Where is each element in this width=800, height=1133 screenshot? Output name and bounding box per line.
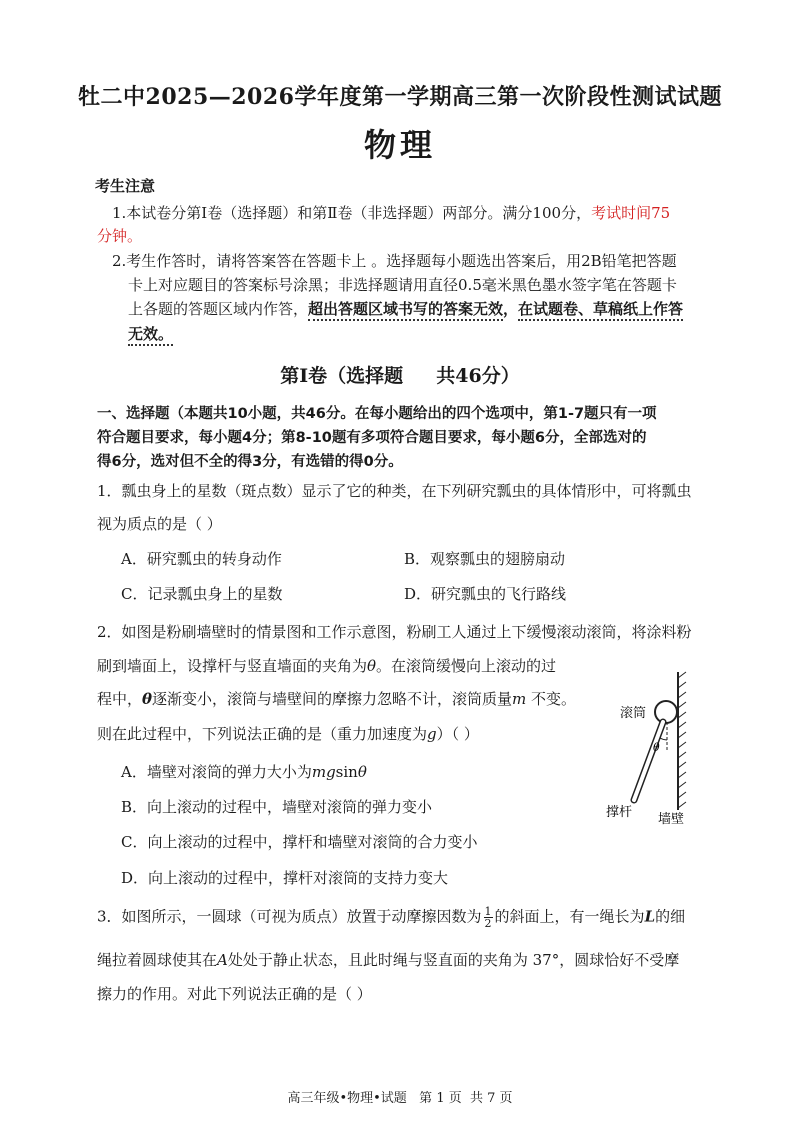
q2-stem-line-4b: ）（ ） (436, 725, 479, 743)
section-intro-line-3: 得6分，选对但不全的得3分，有选错的得0分。 (97, 454, 403, 470)
length-symbol: L (644, 907, 656, 926)
rod-label: 撑杆 (606, 805, 633, 820)
notice-item-1-text: 1.本试卷分第Ⅰ卷（选择题）和第Ⅱ卷（非选择题）两部分。满分100分， (112, 204, 592, 222)
notice-warning-3: 无效。 (128, 325, 173, 346)
notice-item-2-line-2: 卡上对应题目的答案标号涂黑；非选择题请用直径0.5毫米黑色墨水签字笔在答题卡 (128, 276, 677, 294)
roller-diagram (590, 670, 720, 830)
q3-stem-line-1b: 的斜面上，有一绳长为 (494, 907, 645, 926)
q3-stem-line-1c: 的细 (655, 907, 686, 926)
notice-heading: 考生注意 (95, 177, 156, 195)
notice-comma: ， (503, 300, 519, 318)
q2-stem-line-3a: 程中， (97, 690, 143, 708)
angle-arc (660, 738, 667, 740)
q2-option-a-sin: sin (335, 763, 358, 781)
q2-option-b: B．向上滚动的过程中，墙壁对滚筒的弹力变小 (121, 798, 433, 816)
notice-item-2-line-3a: 上各题的答题区域内作答， (128, 300, 309, 318)
q1-option-b: B．观察瓢虫的翅膀扇动 (404, 550, 566, 568)
q2-stem-line-4a: 则在此过程中，下列说法正确的是（重力加速度为 (97, 725, 428, 743)
q2-stem-line-2b: 。在滚筒缓慢向上滚动的过 (376, 657, 557, 675)
theta-symbol-bold: θ (142, 690, 153, 708)
wall-label: 墙壁 (658, 812, 685, 827)
section-title: 第Ⅰ卷（选择题 共46分） (280, 365, 520, 387)
q1-option-a: A．研究瓢虫的转身动作 (121, 550, 282, 568)
roller-label: 滚筒 (620, 706, 647, 721)
subject-title: 物理 (363, 126, 436, 164)
notice-warning-2: 在试题卷、草稿纸上作答 (518, 300, 683, 321)
exam-title: 牡二中2025—2026学年度第一学期高三第一次阶段性测试试题 (78, 84, 722, 110)
q2-stem-line-3 (97, 689, 576, 709)
q1-option-c: C．记录瓢虫身上的星数 (121, 585, 283, 603)
notice-item-2-line-1: 2.考生作答时，请将答案答在答题卡上 。选择题每小题选出答案后，用2B铅笔把答题 (112, 252, 677, 270)
friction-fraction (484, 906, 493, 929)
theta-symbol: θ (367, 657, 377, 675)
q1-option-d: D．研究瓢虫的飞行路线 (404, 585, 567, 603)
q2-stem-line-2 (97, 656, 556, 676)
mass-symbol: m (512, 690, 527, 708)
gravity-symbol: g (427, 725, 437, 743)
theta-label: θ (653, 741, 660, 754)
notice-item-2-line-4 (128, 324, 173, 344)
q2-option-c: C．向上滚动的过程中，撑杆和墙壁对滚筒的合力变小 (121, 833, 478, 851)
q3-stem-line-1a: 3．如图所示，一圆球（可视为质点）放置于动摩擦因数为 (97, 907, 482, 926)
q1-stem-line-1: 1．瓢虫身上的星数（斑点数）显示了它的种类，在下列研究瓢虫的具体情形中，可将瓢虫 (97, 482, 692, 500)
q3-stem-line-3: 擦力的作用。对此下列说法正确的是（ ） (97, 985, 372, 1003)
q2-stem-line-3c: 不变。 (526, 690, 577, 708)
wall-hatching (678, 672, 686, 808)
notice-item-1 (112, 203, 670, 223)
page-footer: 高三年级•物理•试题 第 1 页 共 7 页 (287, 1091, 513, 1106)
q2-stem-line-1: 2．如图是粉刷墙壁时的情景图和工作示意图，粉刷工人通过上下缓慢滚动滚筒，将涂料粉 (97, 623, 692, 641)
rod-inner (634, 722, 663, 800)
q2-option-a (121, 762, 367, 782)
q1-stem-line-2: 视为质点的是（ ） (97, 515, 222, 533)
q2-option-a-text: A．墙壁对滚筒的弹力大小为 (121, 763, 312, 781)
q3-stem-line-2b: 处处于静止状态，且此时绳与竖直面的夹角为 37°，圆球恰好不受摩 (227, 951, 680, 969)
section-intro-line-1: 一、选择题（本题共10小题，共46分。在每小题给出的四个选项中，第1-7题只有一项 (97, 406, 657, 422)
roller-circle (655, 701, 677, 723)
q2-option-a-mg: mg (311, 763, 336, 781)
fraction-denominator: 2 (484, 917, 492, 930)
notice-time-highlight: 考试时间75 (591, 204, 671, 222)
notice-item-1-cont: 分钟。 (97, 227, 143, 245)
fraction-numerator: 1 (484, 905, 492, 918)
point-a-symbol: A (217, 951, 228, 969)
q3-stem-line-1 (97, 906, 685, 929)
notice-item-2-line-3 (128, 299, 683, 319)
q2-option-a-theta: θ (357, 763, 367, 781)
notice-warning-1: 超出答题区域书写的答案无效 (308, 300, 503, 321)
q2-stem-line-2a: 刷到墙面上，设撑杆与竖直墙面的夹角为 (97, 657, 368, 675)
section-intro-line-2: 符合题目要求，每小题4分；第8-10题有多项符合题目要求，每小题6分，全部选对的 (97, 430, 647, 446)
q2-stem-line-4 (97, 724, 479, 744)
q2-stem-line-3b: 逐渐变小，滚筒与墙壁间的摩擦力忽略不计，滚筒质量 (152, 690, 513, 708)
q3-stem-line-2a: 绳拉着圆球使其在 (97, 951, 218, 969)
q2-option-d: D．向上滚动的过程中，撑杆对滚筒的支持力变大 (121, 869, 449, 887)
q3-stem-line-2 (97, 950, 679, 970)
